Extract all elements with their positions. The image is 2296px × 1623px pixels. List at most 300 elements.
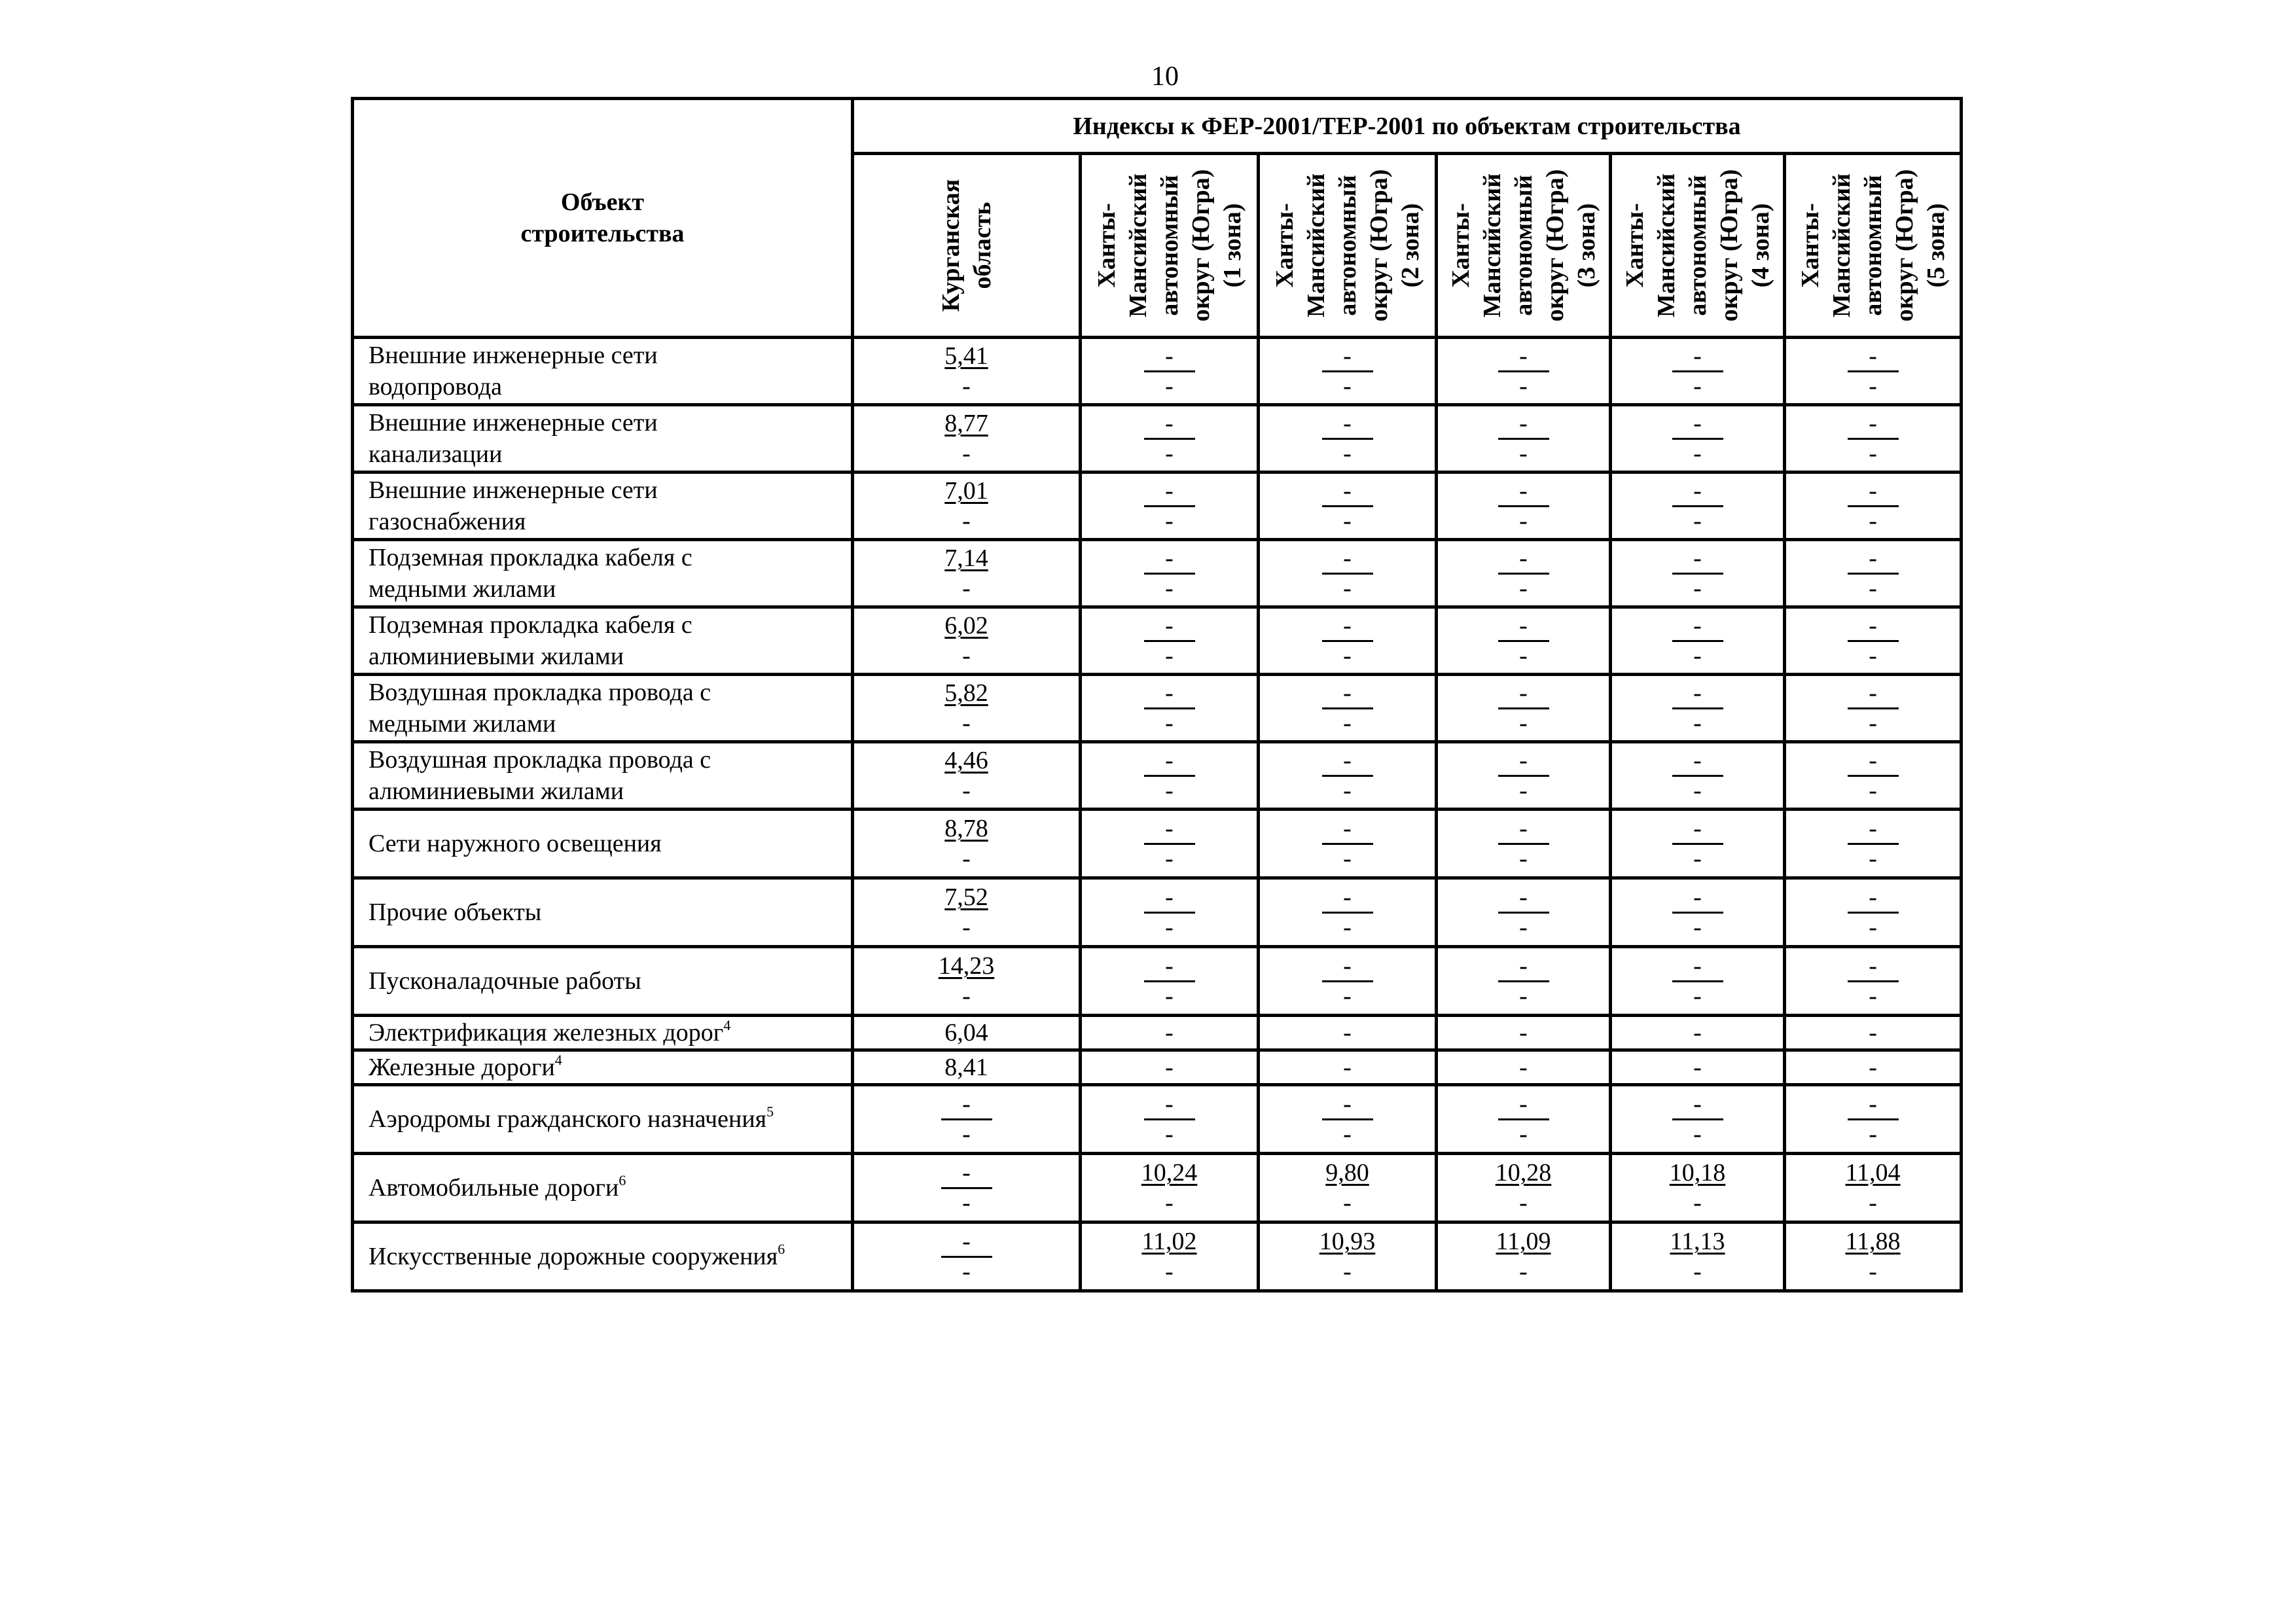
index-value-cell	[1437, 338, 1611, 405]
index-value-cell	[1785, 810, 1962, 878]
index-numerator	[1082, 1156, 1257, 1188]
numerator-text: 7,01	[944, 477, 988, 505]
numerator-text: 9,80	[1325, 1159, 1369, 1186]
index-denominator: -	[1693, 1189, 1702, 1217]
numerator-text: -	[1322, 953, 1373, 982]
index-numerator	[1438, 1156, 1609, 1188]
region-header-line: округ (Югра)	[1365, 169, 1393, 322]
region-header-text	[1795, 169, 1952, 322]
footnote-marker: 4	[723, 1017, 731, 1033]
index-numerator	[1786, 609, 1960, 641]
table-row	[353, 473, 1962, 540]
numerator-text: -	[1144, 545, 1195, 575]
region-header-line: автономный	[1155, 175, 1183, 316]
object-name-text: Внешние инженерные сети	[368, 476, 658, 504]
index-value-cell	[1259, 540, 1437, 607]
index-denominator: -	[1343, 914, 1352, 941]
index-value: -	[1693, 1054, 1702, 1081]
index-value-cell	[853, 810, 1081, 878]
region-header-text	[1619, 169, 1776, 322]
index-value-cell	[1611, 947, 1785, 1016]
table-body	[353, 338, 1962, 1291]
object-name-cell	[353, 742, 853, 810]
object-name-text: Сети наружного освещения	[368, 830, 662, 857]
index-value-cell	[1437, 1222, 1611, 1291]
object-name-line	[368, 1241, 851, 1272]
index-denominator: -	[1519, 845, 1528, 872]
index-denominator: -	[962, 845, 971, 872]
index-numerator	[1786, 1225, 1960, 1257]
object-name-cell	[353, 878, 853, 947]
index-value-cell	[1081, 810, 1259, 878]
index-numerator	[1260, 812, 1435, 844]
index-numerator	[1612, 812, 1783, 844]
index-value: -	[1519, 1019, 1528, 1046]
region-header-line: Мансийский	[1478, 173, 1506, 318]
index-numerator	[1612, 950, 1783, 981]
index-numerator	[1786, 474, 1960, 506]
region-header-line: округ (Югра)	[1187, 169, 1215, 322]
index-value: -	[1869, 1019, 1877, 1046]
table-row	[353, 1085, 1962, 1154]
region-header-line: Мансийский	[1827, 173, 1856, 318]
index-value: -	[1693, 1019, 1702, 1046]
object-name-line	[368, 474, 851, 506]
index-denominator: -	[962, 1189, 971, 1217]
index-numerator	[1438, 950, 1609, 981]
index-denominator: -	[1165, 1189, 1174, 1217]
index-value: 8,41	[944, 1054, 988, 1081]
index-numerator	[1438, 677, 1609, 708]
index-value-cell	[1081, 878, 1259, 947]
footnote-marker: 6	[778, 1241, 785, 1257]
numerator-text: -	[1144, 680, 1195, 709]
index-denominator: -	[1519, 575, 1528, 602]
object-name-text: Подземная прокладка кабеля с	[368, 611, 692, 639]
index-value-cell	[1611, 810, 1785, 878]
index-value-cell	[1611, 1222, 1785, 1291]
numerator-text: -	[1672, 1091, 1723, 1120]
object-name-text: газоснабжения	[368, 508, 526, 535]
index-numerator	[1786, 881, 1960, 912]
index-value-cell	[1611, 1050, 1785, 1085]
numerator-text: -	[1672, 680, 1723, 709]
table-row	[353, 540, 1962, 607]
index-denominator: -	[1693, 372, 1702, 400]
index-denominator: -	[1869, 1258, 1877, 1285]
index-numerator	[1438, 881, 1609, 912]
numerator-text: -	[1322, 815, 1373, 845]
region-column-header	[1785, 154, 1962, 338]
index-denominator: -	[1519, 709, 1528, 737]
object-name-cell	[353, 607, 853, 675]
index-denominator: -	[1869, 982, 1877, 1010]
object-name-line	[368, 542, 851, 573]
index-denominator: -	[1343, 507, 1352, 535]
numerator-text: -	[1498, 545, 1549, 575]
index-numerator	[1612, 1225, 1783, 1257]
numerator-text: 7,52	[944, 883, 988, 911]
numerator-text: 11,04	[1845, 1159, 1901, 1186]
index-denominator: -	[1693, 642, 1702, 669]
index-denominator: -	[1869, 914, 1877, 941]
index-denominator: -	[1165, 914, 1174, 941]
numerator-text: -	[1498, 815, 1549, 845]
index-value-cell	[1437, 540, 1611, 607]
index-numerator	[1786, 950, 1960, 981]
region-header-line: (2 зона)	[1396, 203, 1424, 288]
region-header-line: округ (Югра)	[1715, 169, 1743, 322]
numerator-text: 11,88	[1845, 1228, 1901, 1255]
index-value-cell	[1785, 675, 1962, 742]
index-denominator: -	[1343, 845, 1352, 872]
index-numerator	[854, 1156, 1079, 1188]
index-value-cell	[1437, 473, 1611, 540]
index-value-cell	[1081, 405, 1259, 473]
index-denominator: -	[1165, 709, 1174, 737]
object-name-line	[368, 407, 851, 438]
numerator-text: -	[1144, 815, 1195, 845]
numerator-text: 10,28	[1495, 1159, 1552, 1186]
index-numerator	[1786, 812, 1960, 844]
region-column-header	[1259, 154, 1437, 338]
index-value-cell	[1611, 1154, 1785, 1222]
object-name-cell	[353, 1154, 853, 1222]
index-value-cell	[853, 947, 1081, 1016]
index-numerator	[1786, 340, 1960, 371]
index-numerator	[854, 474, 1079, 506]
index-denominator: -	[1519, 1189, 1528, 1217]
index-numerator	[1260, 881, 1435, 912]
numerator-text: -	[1848, 815, 1899, 845]
table-row	[353, 742, 1962, 810]
index-numerator	[1612, 1088, 1783, 1119]
index-value-cell	[1081, 1154, 1259, 1222]
index-numerator	[1438, 407, 1609, 438]
page-number: 10	[1151, 62, 1179, 92]
index-denominator: -	[1165, 507, 1174, 535]
index-denominator: -	[1869, 777, 1877, 804]
index-table	[351, 97, 1963, 1293]
numerator-text: 8,77	[944, 410, 988, 437]
index-value-cell	[1611, 742, 1785, 810]
index-denominator: -	[1693, 1120, 1702, 1148]
index-value-cell	[1785, 1085, 1962, 1154]
index-denominator: -	[1343, 372, 1352, 400]
object-name-line	[368, 609, 851, 641]
numerator-text: -	[1848, 1091, 1899, 1120]
object-name-line	[368, 965, 851, 997]
object-name-text: канализации	[368, 440, 503, 468]
region-header-line: Ханты-	[1621, 203, 1649, 288]
object-name-text: медными жилами	[368, 575, 556, 603]
index-value-cell	[1081, 1222, 1259, 1291]
index-numerator	[1082, 881, 1257, 912]
object-name-cell	[353, 473, 853, 540]
object-name-text: водопровода	[368, 373, 503, 401]
numerator-text: 5,82	[944, 679, 988, 707]
numerator-text: 6,02	[944, 612, 988, 639]
numerator-text: -	[1144, 953, 1195, 982]
index-value-cell	[1259, 405, 1437, 473]
object-name-line	[368, 371, 851, 402]
index-numerator	[1786, 1088, 1960, 1119]
numerator-text: -	[1144, 747, 1195, 777]
index-numerator	[854, 677, 1079, 708]
numerator-text: -	[1498, 1091, 1549, 1120]
index-numerator	[1438, 609, 1609, 641]
index-numerator	[1612, 542, 1783, 573]
index-denominator: -	[1869, 1189, 1877, 1217]
index-numerator	[1612, 407, 1783, 438]
index-denominator: -	[1343, 982, 1352, 1010]
index-value: -	[1869, 1054, 1877, 1081]
index-denominator: -	[962, 507, 971, 535]
numerator-text: -	[1672, 478, 1723, 507]
object-name-line	[368, 708, 851, 740]
index-value-cell	[853, 1050, 1081, 1085]
indexes-title: Индексы к ФЕР-2001/ТЕР-2001 по объектам строительства	[853, 99, 1962, 154]
index-denominator: -	[962, 1120, 971, 1148]
index-denominator: -	[962, 575, 971, 602]
footnote-marker: 6	[619, 1172, 626, 1188]
index-value-cell	[1785, 947, 1962, 1016]
numerator-text: 4,46	[944, 747, 988, 774]
object-name-cell	[353, 1085, 853, 1154]
numerator-text: -	[1672, 953, 1723, 982]
region-header-line: Ханты-	[1446, 203, 1475, 288]
object-name-line	[368, 340, 851, 371]
region-header-text	[935, 179, 998, 312]
object-name-text: Электрификация железных дорог	[368, 1019, 724, 1046]
index-numerator	[1082, 474, 1257, 506]
index-numerator	[854, 1088, 1079, 1119]
index-value-cell	[1259, 810, 1437, 878]
index-denominator: -	[1869, 575, 1877, 602]
index-value-cell	[1785, 878, 1962, 947]
region-header-line: (1 зона)	[1218, 203, 1246, 288]
index-numerator	[1786, 542, 1960, 573]
object-name-line	[368, 744, 851, 776]
index-numerator	[1438, 744, 1609, 776]
index-numerator	[1612, 1156, 1783, 1188]
index-numerator	[1612, 340, 1783, 371]
numerator-text: -	[1848, 953, 1899, 982]
index-value: -	[1519, 1054, 1528, 1081]
region-column-header	[1437, 154, 1611, 338]
region-header-text	[1269, 169, 1426, 322]
numerator-text: -	[1498, 410, 1549, 440]
object-name-cell	[353, 675, 853, 742]
index-numerator	[1260, 609, 1435, 641]
object-name-line	[368, 506, 851, 537]
index-numerator	[854, 881, 1079, 912]
index-value-cell	[1437, 675, 1611, 742]
numerator-text: -	[1144, 343, 1195, 372]
index-value-cell	[853, 1085, 1081, 1154]
numerator-text: -	[1848, 680, 1899, 709]
numerator-text: -	[1672, 410, 1723, 440]
index-denominator: -	[1519, 914, 1528, 941]
index-value-cell	[1611, 338, 1785, 405]
object-name-line	[368, 641, 851, 672]
index-denominator: -	[1519, 1120, 1528, 1148]
numerator-text: 11,02	[1141, 1228, 1197, 1255]
object-name-line	[368, 1103, 851, 1135]
index-numerator	[1438, 474, 1609, 506]
index-numerator	[1260, 1225, 1435, 1257]
numerator-text: -	[1672, 884, 1723, 914]
index-denominator: -	[1343, 1189, 1352, 1217]
index-denominator: -	[1165, 440, 1174, 467]
index-value: -	[1343, 1019, 1352, 1046]
object-name-line	[368, 1052, 851, 1083]
object-name-line	[368, 828, 851, 859]
index-value-cell	[1081, 473, 1259, 540]
index-numerator	[1082, 542, 1257, 573]
index-denominator: -	[1343, 777, 1352, 804]
index-value-cell	[1611, 1085, 1785, 1154]
index-numerator	[1438, 340, 1609, 371]
index-value-cell	[1611, 473, 1785, 540]
index-denominator: -	[1869, 709, 1877, 737]
index-value-cell	[853, 878, 1081, 947]
index-denominator: -	[1693, 845, 1702, 872]
index-denominator: -	[962, 1258, 971, 1285]
region-column-header	[1611, 154, 1785, 338]
footnote-marker: 4	[554, 1052, 562, 1068]
index-denominator: -	[1165, 777, 1174, 804]
index-denominator: -	[1869, 372, 1877, 400]
object-name-cell	[353, 947, 853, 1016]
index-denominator: -	[1165, 642, 1174, 669]
index-value-cell	[853, 473, 1081, 540]
index-denominator: -	[1343, 440, 1352, 467]
numerator-text: -	[1498, 343, 1549, 372]
index-value-cell	[1785, 607, 1962, 675]
index-value-cell	[853, 742, 1081, 810]
index-numerator	[1438, 812, 1609, 844]
index-numerator	[1082, 340, 1257, 371]
region-header-line: автономный	[1509, 175, 1537, 316]
object-name-line	[368, 438, 851, 470]
table-row	[353, 338, 1962, 405]
index-numerator	[1082, 1088, 1257, 1119]
index-numerator	[1260, 744, 1435, 776]
index-denominator: -	[1693, 1258, 1702, 1285]
index-value-cell	[1259, 1016, 1437, 1050]
index-numerator	[854, 542, 1079, 573]
index-value: -	[1343, 1054, 1352, 1081]
index-value-cell	[1259, 947, 1437, 1016]
index-denominator: -	[1343, 642, 1352, 669]
numerator-text: -	[1322, 884, 1373, 914]
index-denominator: -	[1693, 709, 1702, 737]
table-row	[353, 607, 1962, 675]
index-value-cell	[853, 607, 1081, 675]
index-value-cell	[1081, 675, 1259, 742]
index-numerator	[1786, 744, 1960, 776]
object-name-line	[368, 1172, 851, 1204]
object-name-text: Аэродромы гражданского назначения	[368, 1105, 767, 1133]
index-denominator: -	[1519, 982, 1528, 1010]
numerator-text: -	[1144, 478, 1195, 507]
index-value-cell	[1081, 1050, 1259, 1085]
index-denominator: -	[1343, 1120, 1352, 1148]
index-value-cell	[1437, 1016, 1611, 1050]
object-header-line-1: Объект	[560, 188, 645, 216]
index-numerator	[1260, 542, 1435, 573]
numerator-text: -	[1848, 884, 1899, 914]
index-numerator	[1082, 812, 1257, 844]
numerator-text: 11,13	[1670, 1228, 1725, 1255]
index-value-cell	[1611, 1016, 1785, 1050]
index-numerator	[1786, 1156, 1960, 1188]
index-value-cell	[1081, 1016, 1259, 1050]
table-row	[353, 1222, 1962, 1291]
index-numerator	[854, 744, 1079, 776]
numerator-text: 11,09	[1496, 1228, 1551, 1255]
index-denominator: -	[962, 914, 971, 941]
index-value-cell	[853, 1222, 1081, 1291]
index-numerator	[1438, 1088, 1609, 1119]
table-row	[353, 1154, 1962, 1222]
object-name-text: Воздушная прокладка провода с	[368, 746, 711, 774]
index-value-cell	[1785, 1154, 1962, 1222]
region-header-line: автономный	[1859, 175, 1887, 316]
index-value-cell	[1785, 1016, 1962, 1050]
object-name-text: алюминиевыми жилами	[368, 777, 624, 805]
object-name-text: Подземная прокладка кабеля с	[368, 544, 692, 571]
region-header-line: автономный	[1333, 175, 1361, 316]
object-name-line	[368, 677, 851, 708]
numerator-text: -	[1848, 410, 1899, 440]
object-name-text: Пусконаладочные работы	[368, 967, 641, 995]
table-row	[353, 878, 1962, 947]
index-denominator: -	[1693, 777, 1702, 804]
object-name-cell	[353, 1050, 853, 1085]
index-denominator: -	[1343, 575, 1352, 602]
index-numerator	[1438, 542, 1609, 573]
region-header-line: Ханты-	[1270, 203, 1299, 288]
index-numerator	[854, 950, 1079, 981]
numerator-text: -	[1848, 747, 1899, 777]
index-numerator	[854, 609, 1079, 641]
index-numerator	[854, 407, 1079, 438]
index-denominator: -	[1869, 642, 1877, 669]
index-value-cell	[1259, 607, 1437, 675]
object-name-text: Воздушная прокладка провода с	[368, 679, 711, 706]
index-value-cell	[1081, 540, 1259, 607]
numerator-text: -	[1322, 613, 1373, 642]
region-header-text	[1445, 169, 1602, 322]
index-value-cell	[1081, 338, 1259, 405]
index-value-cell	[1611, 675, 1785, 742]
index-value-cell	[1259, 742, 1437, 810]
index-numerator	[1786, 407, 1960, 438]
numerator-text: -	[1498, 680, 1549, 709]
index-denominator: -	[1165, 982, 1174, 1010]
numerator-text: -	[1672, 747, 1723, 777]
index-value-cell	[1437, 607, 1611, 675]
index-numerator	[1082, 609, 1257, 641]
index-denominator: -	[1869, 845, 1877, 872]
numerator-text: -	[1848, 478, 1899, 507]
index-denominator: -	[1519, 440, 1528, 467]
index-numerator	[1612, 474, 1783, 506]
numerator-text: -	[941, 1160, 992, 1189]
index-denominator: -	[1165, 575, 1174, 602]
